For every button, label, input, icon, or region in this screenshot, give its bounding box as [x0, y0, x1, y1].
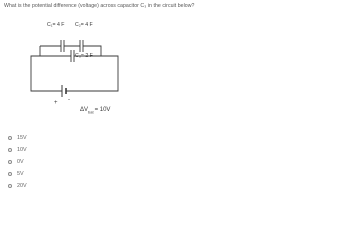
- option-20v[interactable]: [8, 181, 27, 191]
- option-label: 20V: [17, 183, 27, 189]
- option-0v[interactable]: [8, 157, 24, 167]
- option-label: 15V: [17, 135, 27, 141]
- radio-button[interactable]: [8, 160, 12, 164]
- radio-button[interactable]: [8, 148, 12, 152]
- battery-minus-sign: -: [68, 97, 70, 103]
- option-label: 10V: [17, 147, 27, 153]
- radio-button[interactable]: [8, 172, 12, 176]
- radio-button[interactable]: [8, 184, 12, 188]
- c3-label: C₃= 2 F: [75, 53, 93, 59]
- radio-button[interactable]: [8, 136, 12, 140]
- c2-label: C₂= 4 F: [75, 22, 93, 28]
- option-5v[interactable]: [8, 169, 24, 179]
- battery-loop-wire: [31, 73, 118, 91]
- option-label: 5V: [17, 171, 24, 177]
- option-10v[interactable]: [8, 145, 27, 155]
- battery-plus-sign: +: [54, 100, 58, 106]
- c1-label: C₁= 4 F: [47, 22, 65, 28]
- option-label: 0V: [17, 159, 24, 165]
- voltage-label: $\Delta V_{bat}= 10V$: [80, 107, 111, 115]
- question-text: What is the potential difference (voltage) across capacitor C₃ in the circuit below?: [4, 3, 195, 9]
- option-15v[interactable]: [8, 133, 27, 143]
